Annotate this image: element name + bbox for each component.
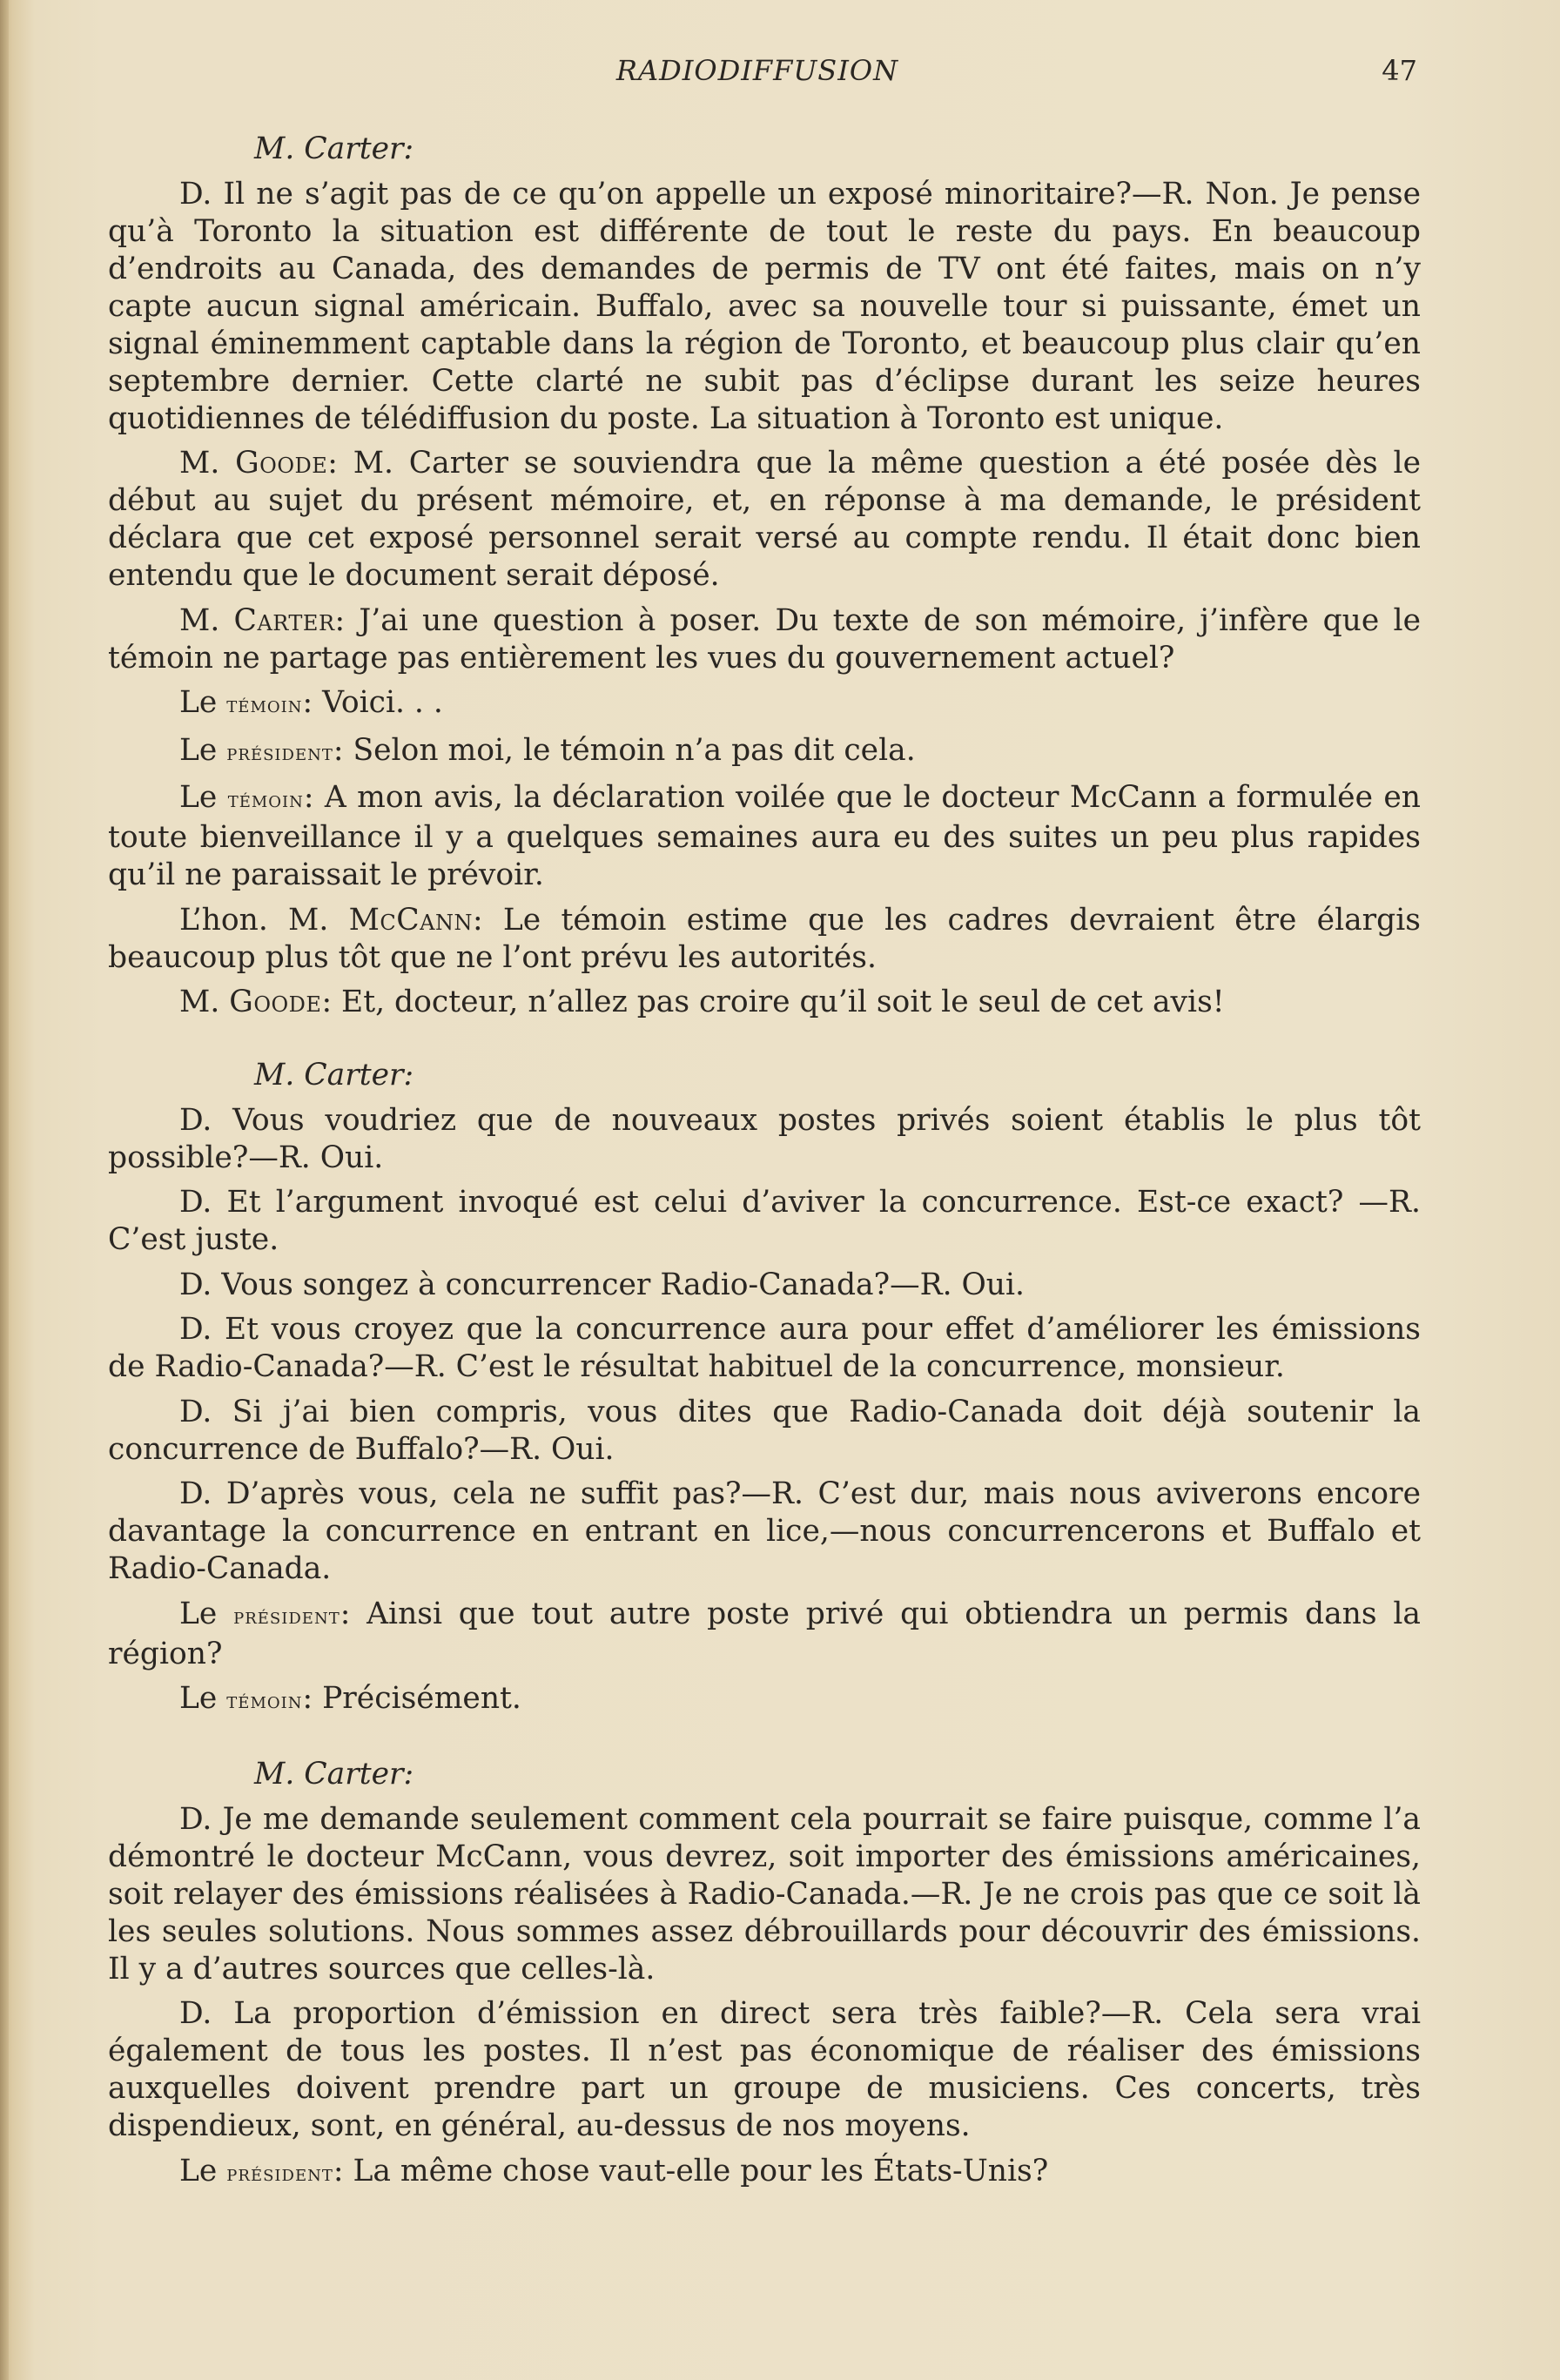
speech-text: : Voici. . . — [302, 685, 443, 720]
speech-text: : Précisément. — [302, 1681, 521, 1716]
paragraph: D. Il ne s’agit pas de ce qu’on appelle un exposé minoritaire?—R. Non. Je pense qu’à Toronto la situation est différente de tout le reste du pays. En beaucoup d’endroits au Canada, des demandes de permis de TV ont été faites, mais on n’y capte aucun signal américain. Buffalo, avec sa nouvelle tour si puissante, émet un signal éminemment captable dans la région de Toronto, et beaucoup plus clair qu’en septembre dernier. Cette clarté ne subit pas d’éclipse durant les seize heures quotidiennes de télédiffusion du poste. La situation à Toronto est unique. — [108, 176, 1421, 436]
speech-text: : M. Carter se souviendra que la même question a été posée dès le début au sujet du présent mémoire, et, en réponse à ma demande, le président déclara que cet exposé personnel serait versé au compte rendu. Il était donc bien entendu que le document serait déposé. — [108, 446, 1421, 593]
speaker-prefix: Le — [179, 732, 227, 768]
running-header — [0, 52, 1560, 91]
paragraph: D. Je me demande seulement comment cela pourrait se faire puisque, comme l’a démontré le docteur McCann, vous devrez, soit importer des émissions américaines, soit relayer des émissions réalisées à Radio-Canada.—R. Je ne crois pas que ce soit là les seules solutions. Nous sommes assez débrouillards pour découvrir des émissions. Il y a d’autres sources que celles-là. — [108, 1801, 1421, 1987]
speaker-prefix: M. — [179, 602, 234, 638]
speaker-name: président — [226, 739, 333, 766]
paragraph — [108, 445, 1421, 595]
speaker-name: Goode — [235, 446, 328, 481]
body-text — [108, 131, 1421, 2200]
speaker-name: témoin — [227, 787, 304, 813]
speech-text: : Et, docteur, n’allez pas croire qu’il soit le seul de cet avis! — [321, 985, 1225, 1019]
speaker-prefix: Le — [179, 685, 227, 720]
speech-text: : A mon avis, la déclaration voilée que le docteur McCann a formulée en toute bienveillance il y a quelques semaines aura eu des suites un peu plus rapides qu’il ne paraissait le prévoir. — [108, 780, 1421, 892]
paragraph — [108, 902, 1421, 977]
paragraph — [108, 779, 1421, 894]
speech-text: : Ainsi que tout autre poste privé qui obtiendra un permis dans la région? — [108, 1596, 1421, 1671]
paragraph: D. Si j’ai bien compris, vous dites que Radio-Canada doit déjà soutenir la concurrence de Buffalo?—R. Oui. — [108, 1394, 1421, 1467]
speaker-name: McCann — [348, 902, 474, 938]
speaker-prefix: Le — [179, 780, 228, 815]
speaker-heading: M. Carter: — [254, 1058, 414, 1093]
speaker-prefix: M. — [179, 446, 236, 481]
speaker-name: président — [226, 2160, 333, 2187]
speaker-name: président — [233, 1603, 340, 1630]
paragraph: D. La proportion d’émission en direct sera très faible?—R. Cela sera vrai également de tous les postes. Il n’est pas économique de réaliser des émissions auxquelles doivent prendre part un groupe de musiciens. Ces concerts, très dispendieux, sont, en général, au-dessus de nos moyens. — [108, 1996, 1421, 2143]
paragraph — [108, 684, 1421, 724]
paragraph: D. Et l’argument invoqué est celui d’aviver la concurrence. Est-ce exact? —R. C’est juste. — [108, 1185, 1421, 1257]
speaker-name: témoin — [226, 692, 303, 718]
speaker-prefix: Le — [179, 2153, 227, 2188]
page-number: 47 — [1382, 54, 1417, 87]
speech-text: : La même chose vaut-elle pour les États-Unis? — [333, 2153, 1049, 2188]
speaker-heading: M. Carter: — [254, 1757, 414, 1792]
speaker-heading: M. Carter: — [254, 131, 414, 166]
speaker-name: témoin — [226, 1688, 303, 1714]
speaker-name: Goode — [229, 985, 322, 1019]
paragraph — [108, 1596, 1421, 1673]
speech-text: : J’ai une question à poser. Du texte de son mémoire, j’infère que le témoin ne partage pas entièrement les vues du gouvernement actuel? — [108, 602, 1421, 676]
speaker-prefix: Le — [179, 1681, 227, 1716]
paragraph: D. Vous voudriez que de nouveaux postes privés soient établis le plus tôt possible?—R. Oui. — [108, 1102, 1421, 1175]
paragraph: D. Vous songez à concurrencer Radio-Canada?—R. Oui. — [179, 1267, 1025, 1302]
paragraph — [108, 984, 1421, 1021]
paragraph — [108, 602, 1421, 677]
page-binding-edge — [0, 0, 9, 2380]
running-title: RADIODIFFUSION — [615, 54, 899, 87]
paragraph — [108, 732, 1421, 772]
speaker-prefix: Le — [179, 1596, 234, 1631]
paragraph — [108, 1680, 1421, 1720]
paragraph: D. D’après vous, cela ne suffit pas?—R. C’est dur, mais nous aviverons encore davantage la concurrence en entrant en lice,—nous concurrencerons et Buffalo et Radio-Canada. — [108, 1476, 1421, 1586]
speaker-name: Carter — [233, 602, 335, 638]
speaker-prefix: L’hon. M. — [179, 902, 349, 938]
paragraph — [108, 2153, 1421, 2193]
speaker-prefix: M. — [179, 985, 230, 1019]
speech-text: : Le témoin estime que les cadres devraient être élargis beaucoup plus tôt que ne l’ont prévu les autorités. — [108, 902, 1421, 975]
paragraph: D. Et vous croyez que la concurrence aura pour effet d’améliorer les émissions de Radio-Canada?—R. C’est le résultat habituel de la concurrence, monsieur. — [108, 1312, 1421, 1384]
speech-text: : Selon moi, le témoin n’a pas dit cela. — [333, 732, 916, 768]
